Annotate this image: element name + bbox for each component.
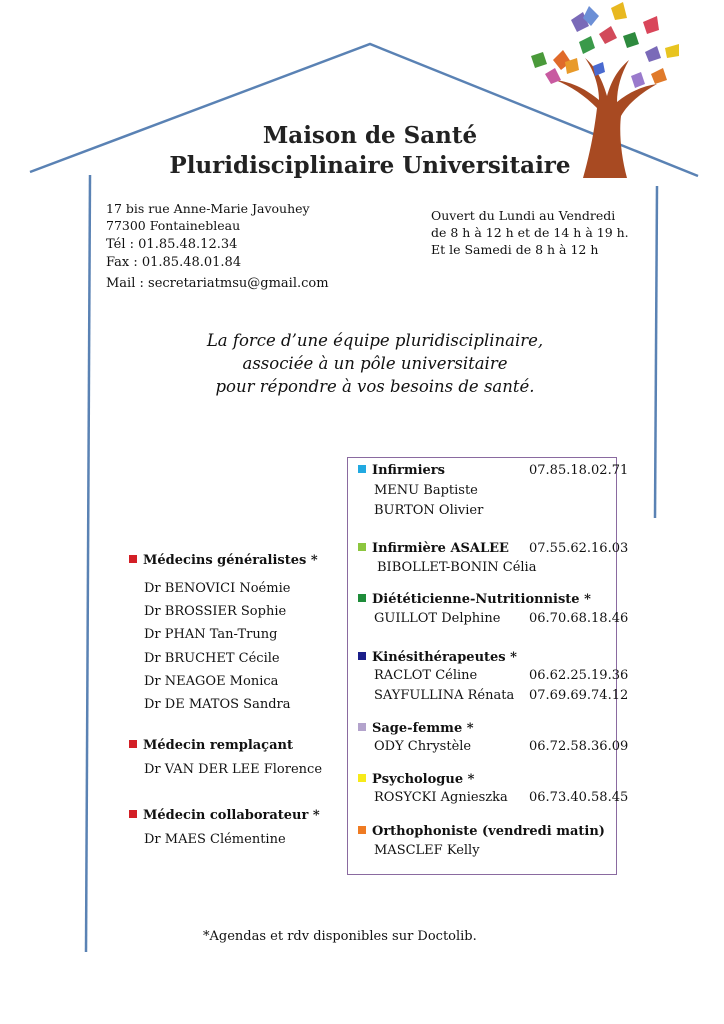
generalistes-list: [144, 577, 291, 716]
infirmiers-phone: 07.85.18.02.71: [529, 463, 629, 478]
ortho-name: MASCLEF Kelly: [374, 843, 480, 858]
doctolib-footnote: *Agendas et rdv disponibles sur Doctolib.: [203, 929, 477, 944]
list-item: Dr DE MATOS Sandra: [144, 697, 291, 713]
fax-text: Fax : 01.85.48.01.84: [106, 255, 242, 270]
generalistes-heading: [129, 553, 318, 568]
remplacant-title: Médecin remplaçant: [143, 738, 293, 753]
navy-square-icon: [358, 652, 366, 660]
tagline: [150, 329, 600, 398]
kine-title: Kinésithérapeutes *: [372, 650, 517, 665]
hours-line-2: de 8 h à 12 h et de 14 h à 19 h.: [431, 225, 629, 240]
cyan-square-icon: [358, 465, 366, 473]
psy-phone: 06.73.40.58.45: [529, 790, 629, 805]
generalistes-title: Médecins généralistes *: [143, 553, 318, 568]
collaborateur-heading: [129, 808, 320, 823]
remplacant-name: Dr VAN DER LEE Florence: [144, 762, 323, 777]
psy-heading: [358, 772, 474, 787]
asalee-phone: 07.55.62.16.03: [529, 541, 629, 556]
kine-2-name: SAYFULLINA Rénata: [374, 688, 515, 703]
red-square-icon: [129, 555, 137, 563]
ortho-title: Orthophoniste (vendredi matin): [372, 824, 605, 839]
psy-title: Psychologue *: [372, 772, 475, 787]
list-item: Dr NEAGOE Monica: [144, 673, 279, 689]
kine-1-phone: 06.62.25.19.36: [529, 668, 629, 683]
title-line-1: Maison de Santé: [262, 122, 478, 149]
address-block: [106, 200, 336, 234]
diet-phone: 06.70.68.18.46: [529, 611, 629, 626]
light-green-square-icon: [358, 543, 366, 551]
collaborateur-title: Médecin collaborateur *: [143, 808, 320, 823]
phone-block: [106, 236, 346, 272]
infirmiers-title: Infirmiers: [372, 463, 445, 478]
kine-2-phone: 07.69.69.74.12: [529, 688, 629, 703]
red-square-icon: [129, 810, 137, 818]
sage-title: Sage-femme *: [372, 721, 474, 736]
tagline-line-2: associée à un pôle universitaire: [242, 354, 508, 373]
asalee-name: BIBOLLET-BONIN Célia: [377, 560, 537, 575]
opening-hours: [431, 207, 651, 258]
hours-line-1: Ouvert du Lundi au Vendredi: [431, 208, 616, 223]
yellow-square-icon: [358, 774, 366, 782]
tagline-line-3: pour répondre à vos besoins de santé.: [215, 377, 535, 396]
red-square-icon: [129, 740, 137, 748]
mail-text: Mail : secretariatmsu@gmail.com: [106, 276, 329, 291]
dark-green-square-icon: [358, 594, 366, 602]
tagline-line-1: La force d’une équipe pluridisciplinaire,: [206, 331, 544, 350]
infirmier-1: MENU Baptiste: [374, 483, 478, 498]
orange-square-icon: [358, 826, 366, 834]
address-line-2: 77300 Fontainebleau: [106, 218, 241, 233]
asalee-heading: [358, 541, 509, 556]
diet-title: Diététicienne-Nutritionniste *: [372, 592, 591, 607]
kine-heading: [358, 650, 517, 665]
address-line-1: 17 bis rue Anne-Marie Javouhey: [106, 201, 310, 216]
list-item: Dr BROSSIER Sophie: [144, 604, 287, 620]
list-item: Dr BRUCHET Cécile: [144, 650, 280, 666]
hours-line-3: Et le Samedi de 8 h à 12 h: [431, 242, 599, 257]
list-item: Dr PHAN Tan-Trung: [144, 627, 278, 643]
infirmiers-heading: [358, 463, 445, 478]
infirmier-2: BURTON Olivier: [374, 503, 484, 518]
paramedical-box: [347, 457, 617, 875]
sage-name: ODY Chrystèle: [374, 739, 472, 754]
page-title: [150, 121, 590, 181]
sage-phone: 06.72.58.36.09: [529, 739, 629, 754]
tel-text: Tél : 01.85.48.12.34: [106, 237, 238, 252]
diet-heading: [358, 592, 591, 607]
title-line-2: Pluridisciplinaire Universitaire: [169, 152, 571, 179]
psy-name: ROSYCKI Agnieszka: [374, 790, 508, 805]
diet-name: GUILLOT Delphine: [374, 611, 501, 626]
ortho-heading: [358, 824, 605, 839]
list-item: Dr BENOVICI Noémie: [144, 581, 291, 596]
kine-1-name: RACLOT Céline: [374, 668, 478, 683]
collaborateur-name: Dr MAES Clémentine: [144, 832, 286, 847]
sage-heading: [358, 721, 474, 736]
lavender-square-icon: [358, 723, 366, 731]
remplacant-heading: [129, 738, 293, 753]
asalee-title: Infirmière ASALEE: [372, 541, 509, 556]
